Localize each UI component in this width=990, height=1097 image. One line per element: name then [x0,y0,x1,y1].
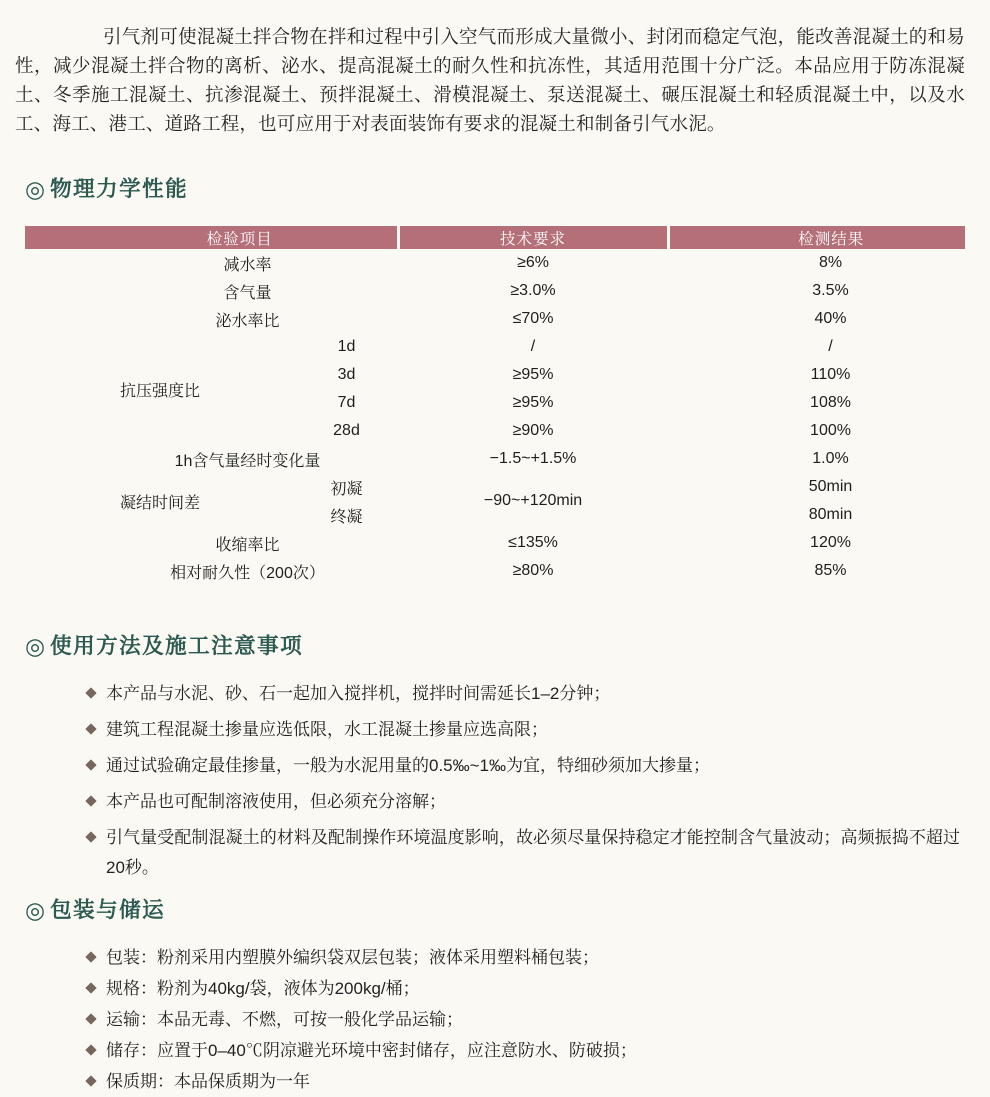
usage-list [85,679,960,883]
section-heading-physical [25,174,990,204]
table-row [25,473,965,501]
cell-result: 40% [814,310,847,327]
bullet-diamond-icon [85,982,96,993]
cell-result: / [828,338,833,355]
list-item [85,679,960,709]
cell-item: 相对耐久性（200次） [170,564,325,582]
cell-item: 泌水率比 [215,312,280,330]
table-row [25,557,965,585]
list-item [85,823,960,883]
cell-result: 120% [810,534,851,551]
cell-result: 50min [808,478,853,495]
list-item [85,751,960,781]
cell-age: 初凝 [330,480,363,498]
cell-result: 80min [808,506,853,523]
bullet-diamond-icon [85,759,96,770]
cell-item: 减水率 [223,256,272,274]
cell-requirement: −1.5~+1.5% [489,450,577,467]
bullet-diamond-icon [85,1013,96,1024]
cell-requirement: ≥3.0% [510,282,556,299]
cell-item: 含气量 [223,284,272,302]
cell-requirement: ≤135% [508,534,558,551]
list-item [85,943,960,973]
list-item-cutoff [85,1067,960,1097]
cell-age: 1d [337,338,356,355]
cell-result: 8% [818,254,843,271]
cell-result: 85% [814,562,847,579]
list-item-text: 规格：粉剂为40kg/袋，液体为200kg/桶； [106,978,420,998]
bullet-diamond-icon [85,795,96,806]
cell-group-setting-time: 凝结时间差 [119,494,200,512]
section-title-physical: 物理力学性能 [50,177,189,201]
section-heading-usage [25,631,990,661]
bullet-diamond-icon [85,1044,96,1055]
cell-requirement: ≤70% [512,310,554,327]
cell-result: 100% [810,422,851,439]
cell-result: 1.0% [812,450,849,467]
table-row [25,445,965,473]
list-item [85,1005,960,1035]
list-item [85,715,960,745]
cell-requirement: ≥80% [512,562,554,579]
cell-age: 28d [333,422,360,439]
bullet-diamond-icon [85,831,96,842]
cell-requirement: ≥90% [512,422,554,439]
list-item-text: 保质期：本品保质期为一年 [106,1071,310,1091]
section-title-packaging: 包装与储运 [50,897,166,922]
list-item [85,974,960,1004]
cell-age: 终凝 [330,508,363,526]
table-row [25,277,965,305]
list-item-text: 储存：应置于0–40℃阴凉避光环境中密封储存，应注意防水、防破损； [106,1040,637,1060]
table-row [25,305,965,333]
cell-group-compressive: 抗压强度比 [119,382,200,400]
bullet-diamond-icon [85,951,96,962]
table-header-row [25,226,965,249]
list-item [85,787,960,817]
cell-requirement: / [530,338,536,355]
cell-item: 收缩率比 [215,536,280,554]
cell-requirement: −90~+120min [483,492,583,509]
list-item-text: 建筑工程混凝土掺量应选低限，水工混凝土掺量应选高限； [106,719,548,739]
list-item-text: 本产品与水泥、砂、石一起加入搅拌机，搅拌时间需延长1–2分钟； [106,683,611,703]
cell-result: 110% [810,366,851,383]
packaging-list [85,943,960,1097]
bullet-diamond-icon [85,723,96,734]
list-item [85,1036,960,1066]
table-row [25,249,965,277]
cell-age: 3d [337,366,356,383]
list-item-text: 通过试验确定最佳掺量，一般为水泥用量的0.5‰~1‰为宜，特细砂须加大掺量； [106,755,711,775]
list-item-text: 运输：本品无毒、不燃，可按一般化学品运输； [106,1009,463,1029]
table-row [25,333,965,361]
list-item-text: 引气量受配制混凝土的材料及配制操作环境温度影响，故必须尽量保持稳定才能控制含气量波动；高频振捣不超过20秒。 [106,827,960,877]
section-heading-packaging [25,895,990,925]
cell-age: 7d [337,394,356,411]
list-item-text: 本产品也可配制溶液使用，但必须充分溶解； [106,791,446,811]
section-marker-icon: ◎ [25,896,46,923]
cell-requirement: ≥95% [512,366,554,383]
bullet-diamond-icon [85,1075,96,1086]
cell-requirement: ≥95% [512,394,554,411]
col-header-requirement: 技术要求 [398,226,668,249]
bullet-diamond-icon [85,687,96,698]
section-marker-icon: ◎ [25,176,46,202]
col-header-result: 检测结果 [668,226,965,249]
section-marker-icon: ◎ [25,633,46,659]
spec-table [25,226,965,585]
cell-result: 3.5% [812,282,849,299]
col-header-item: 检验项目 [25,226,398,249]
cell-requirement: ≥6% [517,254,549,271]
cell-result: 108% [810,394,851,411]
section-title-usage: 使用方法及施工注意事项 [50,634,304,658]
cell-item: 1h含气量经时变化量 [174,452,321,470]
table-row [25,529,965,557]
list-item-text: 包装：粉剂采用内塑膜外编织袋双层包装；液体采用塑料桶包装； [106,947,599,967]
intro-paragraph: 引气剂可使混凝土拌合物在拌和过程中引入空气而形成大量微小、封闭而稳定气泡，能改善混凝土的和易性，减少混凝土拌合物的离析、泌水、提高混凝土的耐久性和抗冻性，其适用范围十分广泛。本品应用于防冻混凝土、冬季施工混凝土、抗渗混凝土、预拌混凝土、滑模混凝土、泵送混凝土、碾压混凝土和轻质混凝土中，以及水工、海工、港工、道路工程，也可应用于对表面装饰有要求的混凝土和制备引气水泥。 [15,26,965,134]
